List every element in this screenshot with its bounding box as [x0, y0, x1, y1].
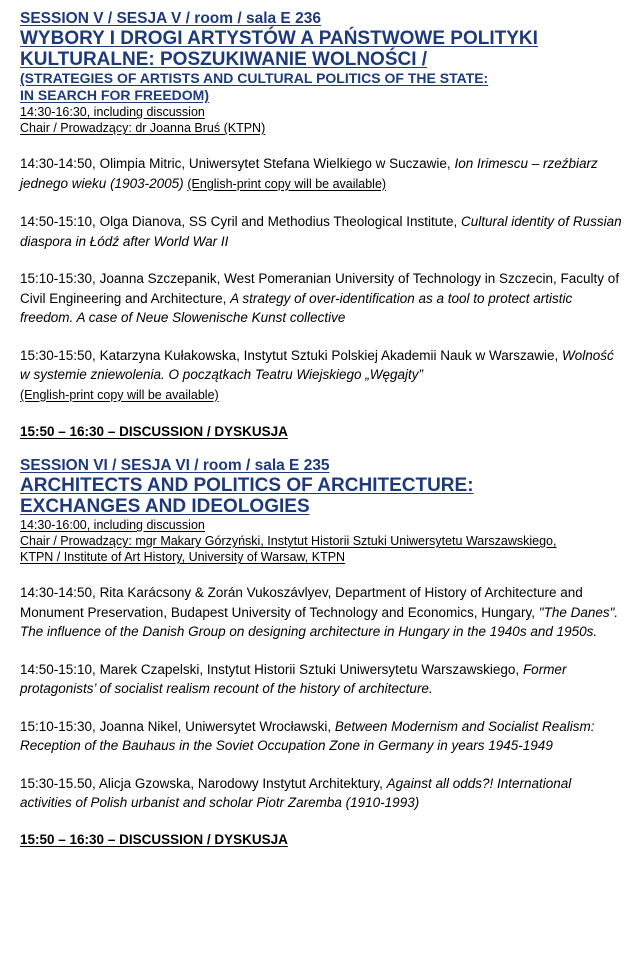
talk-time-author: 15:10-15:30, Joanna Szczepanik, West Pomeranian University of Technology in Szczecin, Faculty of Civil Engineering and Architecture, [20, 271, 620, 306]
talk-item [20, 717, 625, 756]
session-5-title-line-1: WYBORY I DROGI ARTYSTÓW A PAŃSTWOWE POLITYKI [20, 28, 538, 49]
talk-time-author: 15:30-15.50, Alicja Gzowska, Narodowy Instytut Architektury, [20, 775, 387, 791]
talk-title: Between Modernism and Socialist Realism: Reception of the Bauhaus in the Soviet Occupation Zone in Germany in years 1945-1949 [20, 718, 595, 753]
talk-item [20, 269, 625, 328]
session-5-header: SESSION V / SESJA V / room / sala E 236 [20, 10, 321, 27]
session-5-time: 14:30-16:30, including discussion [20, 105, 205, 119]
session-6-header: SESSION VI / SESJA VI / room / sala E 235 [20, 457, 330, 474]
talk-item [20, 154, 625, 194]
session-5-discussion: 15:50 – 16:30 – DISCUSSION / DYSKUSJA [20, 424, 288, 439]
session-5 [20, 10, 640, 441]
talk-time-author: 14:50-15:10, Marek Czapelski, Instytut Historii Sztuki Uniwersytetu Warszawskiego, [20, 661, 523, 677]
session-5-chair: Chair / Prowadzący: dr Joanna Bruś (KTPN) [20, 121, 266, 135]
talk-title: Wolność w systemie zniewolenia. O początkach Teatru Wiejskiego „Węgajty” [20, 347, 614, 382]
session-6-chair-line-2: KTPN / Institute of Art History, University of Warsaw, KTPN [20, 550, 346, 564]
talk-item [20, 346, 625, 406]
talk-title: Cultural identity of Russian diaspora in Łódź after World War II [20, 214, 622, 249]
talk-title: Against all odds?! International activities of Polish urbanist and scholar Piotr Zaremba (1910-1993) [20, 775, 572, 810]
talk-title: Ion Irimescu – rzeźbiarz jednego wieku (1903-2005) [20, 156, 598, 191]
session-6-chair-line-1: Chair / Prowadzący: mgr Makary Górzyński, Instytut Historii Sztuki Uniwersytetu Warszawskiego, [20, 534, 557, 548]
talk-item [20, 583, 625, 642]
talk-title: "The Danes". The influence of the Danish Group on designing architecture in Hungary in the 1940s and 1950s. [20, 604, 619, 639]
talk-time-author: 14:50-15:10, Olga Dianova, SS Cyril and Methodius Theological Institute, [20, 214, 462, 229]
talk-note: (English-print copy will be available) [20, 387, 219, 402]
session-6-title-line-2: EXCHANGES AND IDEOLOGIES [20, 496, 310, 517]
talk-time-author: 14:30-14:50, Olimpia Mitric, Uniwersytet Stefana Wielkiego w Suczawie, [20, 156, 455, 171]
talk-title: Former protagonists’ of socialist realism recount of the history of architecture. [20, 661, 567, 696]
talk-item [20, 774, 625, 813]
session-5-subtitle-line-1: (STRATEGIES OF ARTISTS AND CULTURAL POLITICS OF THE STATE: [20, 70, 489, 86]
talk-time-author: 15:30-15:50, Katarzyna Kułakowska, Instytut Sztuki Polskiej Akademii Nauk w Warszawie, [20, 347, 562, 363]
talk-title: A strategy of over-identification as a tool to protect artistic freedom. A case of Neue Slowenische Kunst collective [20, 290, 573, 325]
talk-note: (English-print copy will be available) [187, 176, 387, 191]
session-6-title-line-1: ARCHITECTS AND POLITICS OF ARCHITECTURE: [20, 475, 474, 496]
talk-item [20, 660, 625, 699]
session-6 [20, 457, 640, 849]
session-6-time: 14:30-16:00, including discussion [20, 518, 205, 532]
session-5-title-line-2: KULTURALNE: POSZUKIWANIE WOLNOŚCI / [20, 49, 428, 70]
session-6-discussion: 15:50 – 16:30 – DISCUSSION / DYSKUSJA [20, 831, 288, 847]
talk-time-author: 14:30-14:50, Rita Karácsony & Zorán Vukoszávlyev, Department of History of Architecture and Monument Preservation, Budapest University of Technology and Economics, Hungary, [20, 585, 583, 620]
talk-item [20, 212, 625, 251]
talk-time-author: 15:10-15:30, Joanna Nikel, Uniwersytet Wrocławski, [20, 718, 335, 734]
session-5-subtitle-line-2: IN SEARCH FOR FREEDOM) [20, 87, 209, 103]
